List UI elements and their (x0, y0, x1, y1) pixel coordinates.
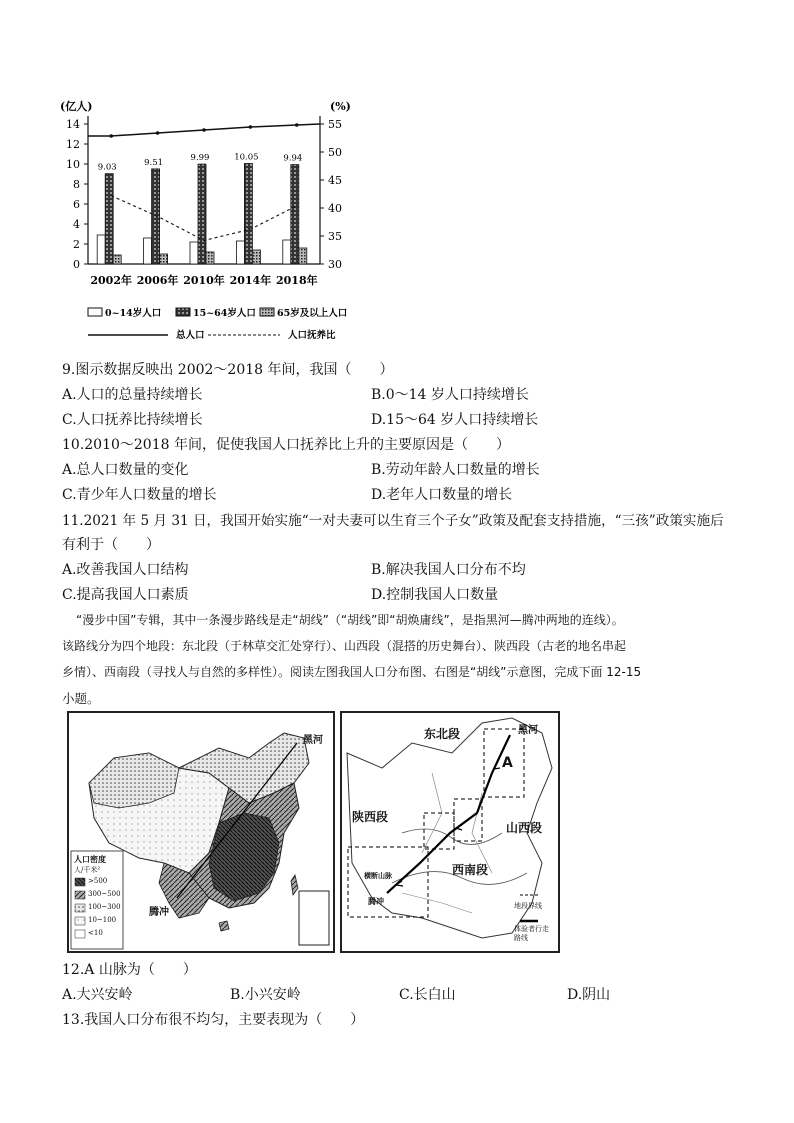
right-map-city-tengchong: 腾冲 (368, 896, 384, 906)
segment-boundary-southwest (348, 847, 428, 917)
legend-swatch-sparse (75, 917, 85, 925)
y-right-tick-label: 55 (328, 118, 342, 131)
density-legend-item-4: 10~100 (88, 916, 117, 924)
legend-label-elderly: 65岁及以上人口 (277, 308, 348, 319)
y-left-tick-label: 0 (73, 258, 80, 271)
segment-label-shaanxi: 陕西段 (352, 810, 389, 824)
legend-label-working: 15~64岁人口 (193, 308, 256, 319)
q10-option-a[interactable]: A.总人口数量的变化 (62, 462, 189, 478)
total-population-point (249, 125, 253, 129)
bar-age-65-plus (252, 250, 260, 264)
left-map-city-heihe: 黑河 (303, 735, 323, 746)
y-right-tick-label: 35 (328, 230, 342, 243)
y-right-label: (%) (330, 100, 351, 113)
x-category-label: 2018年 (275, 274, 318, 287)
q11-option-b[interactable]: B.解决我国人口分布不均 (371, 562, 526, 578)
hainan-island (219, 921, 229, 931)
q9-option-c[interactable]: C.人口抚养比持续增长 (62, 412, 203, 428)
y-left-tick-label: 2 (73, 238, 80, 251)
q13-stem: 13.我国人口分布很不均匀，主要表现为（ ） (62, 1012, 365, 1028)
total-population-point (202, 128, 206, 132)
y-left-tick-label: 14 (66, 118, 80, 131)
x-category-label: 2014年 (229, 274, 272, 287)
segment-label-northeast: 东北段 (424, 727, 461, 741)
right-map-province-lines (402, 773, 492, 913)
bar-age-65-plus (206, 252, 214, 264)
q9-stem: 9.图示数据反映出 2002～2018 年间，我国（ ） (62, 362, 394, 378)
population-density-map (67, 711, 335, 953)
taiwan-island (291, 875, 298, 895)
chart-bars (97, 153, 307, 265)
legend-route-label: 体验者行走路线 (514, 925, 549, 942)
bar-age-65-plus (299, 248, 307, 264)
chart-legend (88, 307, 347, 341)
segment-label-southwest: 西南段 (452, 863, 489, 877)
total-population-point (156, 131, 160, 135)
q11-option-c[interactable]: C.提高我国人口素质 (62, 587, 189, 603)
y-right-tick-label: 45 (328, 174, 342, 187)
q11-option-d[interactable]: D.控制我国人口数量 (371, 587, 499, 603)
bar-age-15-64 (152, 169, 160, 264)
segment-label-shanxi: 山西段 (506, 821, 543, 835)
legend-label-total: 总人口 (176, 330, 205, 341)
data-label: 9.94 (283, 153, 303, 164)
legend-swatch-dense (75, 878, 85, 886)
legend-swatch-elderly (260, 308, 274, 316)
legend-boundary-label: 地段界线 (514, 902, 542, 910)
q12-option-c[interactable]: C.长白山 (399, 987, 456, 1003)
bar-age-15-64 (198, 164, 206, 264)
legend-swatch-child (88, 308, 102, 316)
q12-option-a[interactable]: A.大兴安岭 (62, 987, 133, 1003)
y-right-tick-label: 30 (328, 258, 342, 271)
hu-line-route-map (340, 711, 560, 953)
intro-line-4: 小题。 (62, 691, 100, 706)
bar-age-65-plus (160, 254, 168, 264)
y-left-tick-label: 6 (73, 198, 80, 211)
q10-stem: 10.2010～2018 年间，促使我国人口抚养比上升的主要原因是（ ） (62, 437, 510, 453)
q11-stem-line1: 11.2021 年 5 月 31 日，我国开始实施“一对夫妻可以生育三个子女”政策及配套支持措施，“三孩”政策实施后 (62, 513, 724, 529)
y-right-tick-label: 40 (328, 202, 342, 215)
legend-swatch-mid (75, 891, 85, 899)
y-left-tick-label: 12 (66, 138, 80, 151)
q9-option-b[interactable]: B.0～14 岁人口持续增长 (371, 387, 529, 403)
x-category-label: 2006年 (136, 274, 179, 287)
legend-swatch-low (75, 904, 85, 912)
legend-swatch-empty (75, 930, 85, 938)
legend-label-child: 0~14岁人口 (105, 308, 162, 319)
intro-line-2: 该路线分为四个地段：东北段（于林草交汇处穿行）、山西段（混搭的历史舞台）、陕西段（古老的地名串起 (62, 639, 627, 653)
density-legend-item-2: 300~500 (88, 890, 121, 898)
data-label: 9.03 (97, 162, 117, 173)
bar-age-15-64 (105, 174, 113, 264)
bar-age-0-14 (236, 241, 244, 264)
south-sea-inset (299, 891, 329, 945)
data-label: 10.05 (234, 152, 259, 163)
x-category-label: 2002年 (90, 274, 133, 287)
q9-option-d[interactable]: D.15～64 岁人口持续增长 (371, 412, 539, 428)
q12-stem: 12.A 山脉为（ ） (62, 962, 197, 978)
q12-option-b[interactable]: B.小兴安岭 (230, 987, 301, 1003)
bar-age-0-14 (97, 235, 105, 264)
q9-option-a[interactable]: A.人口的总量持续增长 (62, 387, 203, 403)
data-label: 9.51 (144, 157, 164, 168)
total-population-point (109, 134, 113, 138)
bar-age-0-14 (283, 240, 291, 264)
legend-swatch-working (176, 308, 190, 316)
intro-line-1: “漫步中国”专辑，其中一条漫步路线是走“胡线”（“胡线”即“胡焕庸线”，是指黑河—腾冲两地的连线）。 (76, 613, 624, 627)
right-map-label-mountain: 横断山脉 (364, 871, 392, 880)
x-category-label: 2010年 (183, 274, 225, 287)
q11-stem-line2: 有利于（ ） (62, 537, 160, 553)
population-chart-svg (58, 96, 358, 348)
y-right-tick-label: 50 (328, 146, 342, 159)
total-population-point (295, 123, 299, 127)
y-left-tick-label: 10 (66, 158, 80, 171)
density-legend-item-1: >500 (88, 877, 108, 885)
intro-line-3: 乡情）、西南段（寻找人与自然的多样性）。阅读左图我国人口分布图、右图是“胡线”示意图，完成下面 12-15 (62, 665, 642, 679)
population-chart (58, 96, 358, 348)
q11-option-a[interactable]: A.改善我国人口结构 (62, 562, 189, 578)
y-left-label: (亿人) (60, 100, 93, 113)
right-map-city-heihe: 黑河 (518, 725, 538, 736)
bar-age-15-64 (291, 165, 299, 264)
y-left-tick-label: 4 (73, 218, 80, 231)
left-map-city-tengchong: 腾冲 (149, 907, 169, 918)
density-legend-title: 人口密度 (74, 854, 106, 864)
density-legend-unit: 人/千米² (74, 866, 101, 874)
q12-option-d[interactable]: D.阴山 (567, 987, 611, 1003)
q10-option-d[interactable]: D.老年人口数量的增长 (371, 487, 513, 503)
density-legend-item-5: <10 (88, 929, 103, 937)
bar-age-65-plus (113, 255, 121, 264)
bar-age-0-14 (190, 242, 198, 264)
y-left-tick-label: 8 (73, 178, 80, 191)
bar-age-0-14 (144, 238, 152, 264)
q10-option-c[interactable]: C.青少年人口数量的增长 (62, 487, 217, 503)
right-map-label-a: A (502, 755, 513, 771)
q10-option-b[interactable]: B.劳动年龄人口数量的增长 (371, 462, 540, 478)
walking-route (387, 735, 510, 893)
density-legend-item-3: 100~300 (88, 903, 121, 911)
bar-age-15-64 (244, 164, 252, 265)
legend-label-ratio: 人口抚养比 (288, 330, 336, 341)
data-label: 9.99 (190, 153, 210, 164)
